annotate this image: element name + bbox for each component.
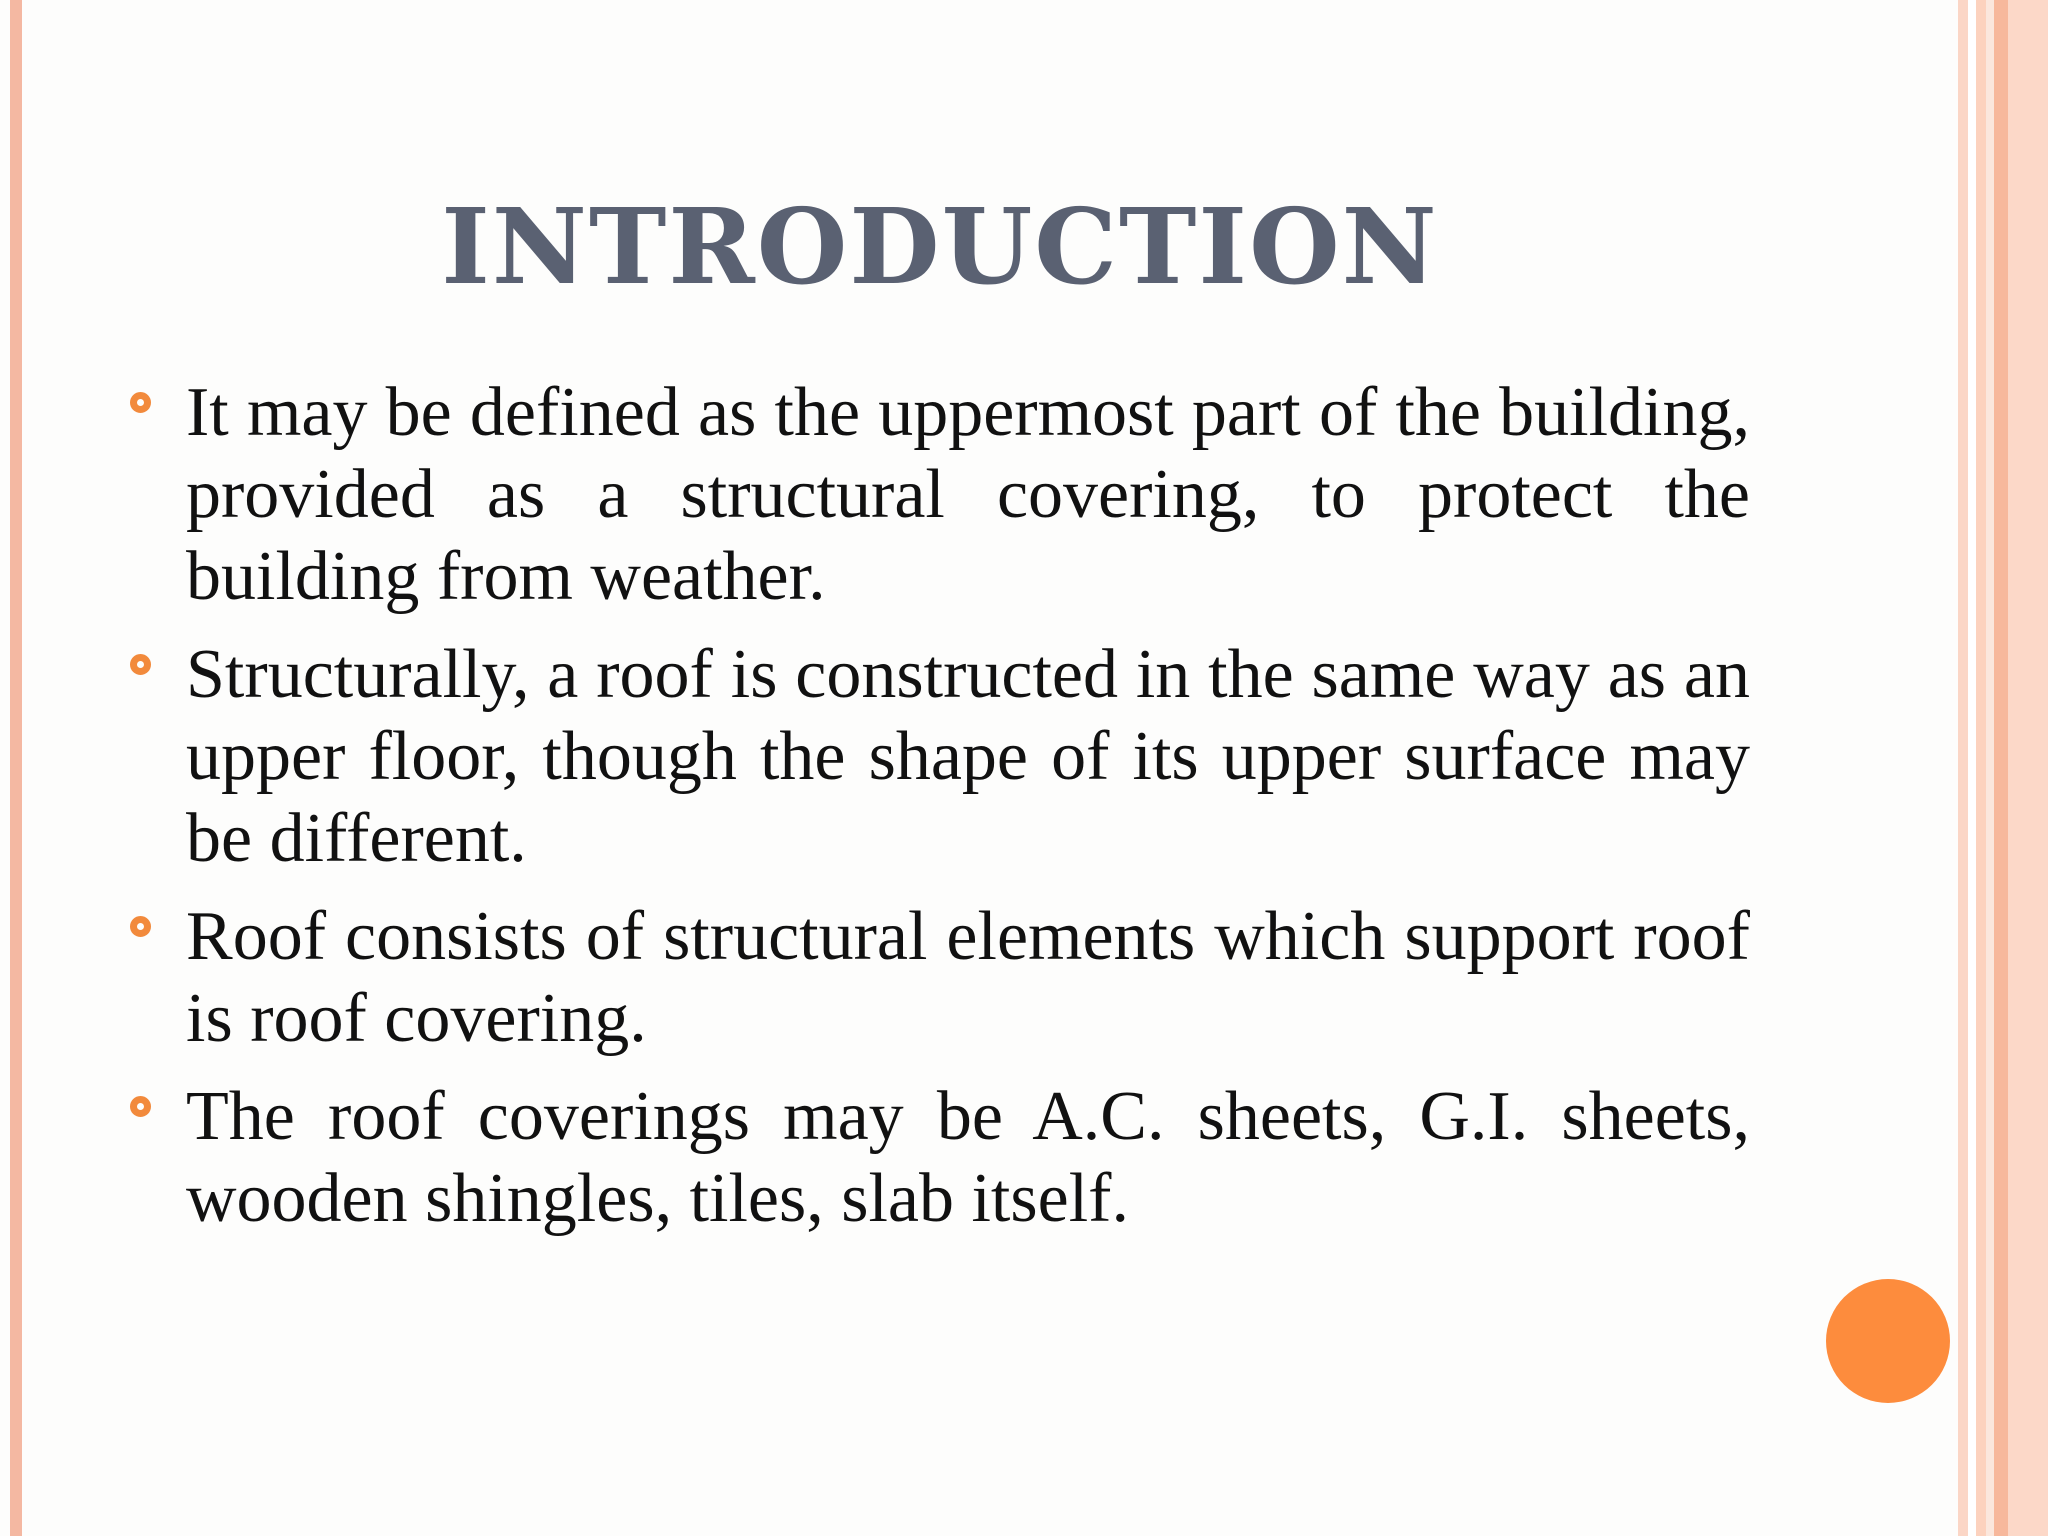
hollow-circle-bullet-icon xyxy=(130,916,151,937)
bullet-text: The roof coverings may be A.C. sheets, G.I. sheets, wooden shingles, tiles, slab itself. xyxy=(186,1078,1750,1237)
bullet-list xyxy=(130,372,1750,1256)
bullet-item xyxy=(130,372,1750,618)
hollow-circle-bullet-icon xyxy=(130,1096,151,1117)
left-border-stripe xyxy=(10,0,22,1536)
bullet-item xyxy=(130,1076,1750,1240)
right-border-stripe xyxy=(1976,0,1986,1536)
bullet-item xyxy=(130,896,1750,1060)
hollow-circle-bullet-icon xyxy=(130,654,151,675)
slide-title: INTRODUCTION xyxy=(441,185,1439,308)
hollow-circle-bullet-icon xyxy=(130,392,151,413)
decorative-orange-circle xyxy=(1826,1279,1950,1403)
right-border-stripe xyxy=(2008,0,2048,1536)
right-border-stripe xyxy=(1986,0,1994,1536)
bullet-text: Roof consists of structural elements which support roof is roof covering. xyxy=(186,898,1750,1057)
right-border-stripe xyxy=(1958,0,1968,1536)
bullet-text: It may be defined as the uppermost part of the building, provided as a structural covering, to protect the building from weather. xyxy=(186,374,1750,615)
bullet-item xyxy=(130,634,1750,880)
right-border-stripe xyxy=(1994,0,2008,1536)
right-border-stripe xyxy=(1968,0,1976,1536)
bullet-text: Structurally, a roof is constructed in the same way as an upper floor, though the shape of its upper surface may be different. xyxy=(186,636,1750,877)
